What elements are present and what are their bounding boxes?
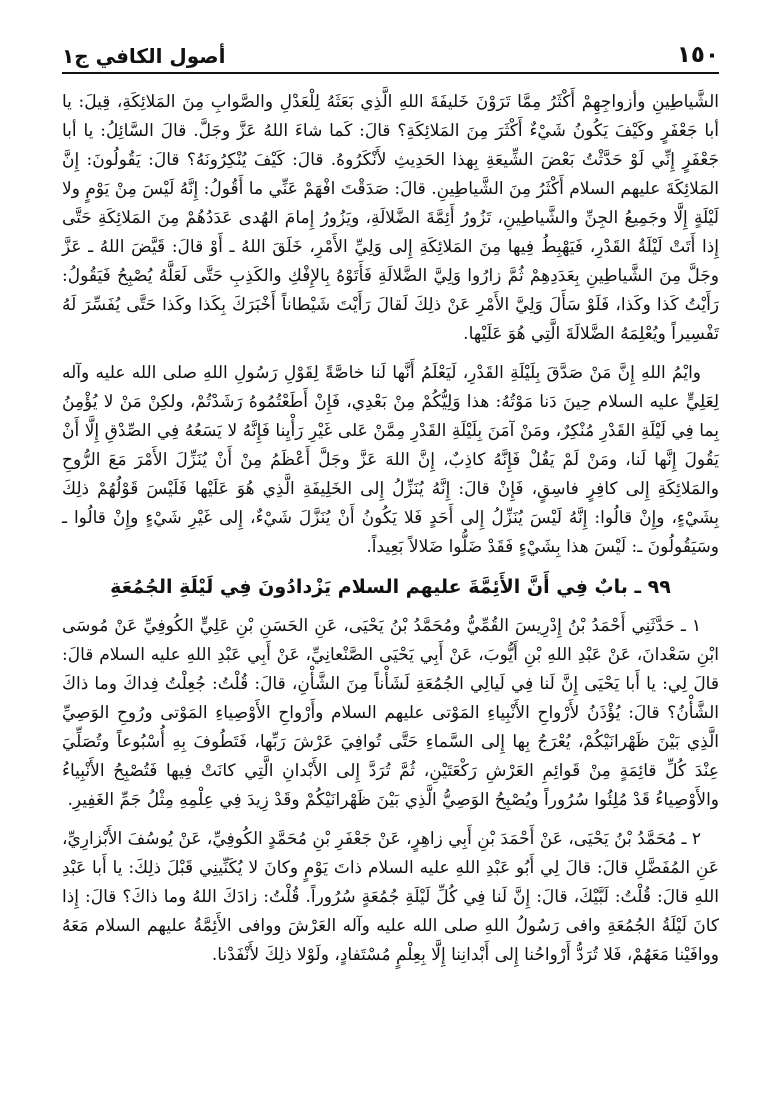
paragraph-gap <box>62 349 719 359</box>
chapter-heading: ٩٩ ـ بابٌ فِي أَنَّ الأَئِمَّةَ عليهم السلام يَزْدادُونَ فِي لَيْلَةِ الجُمُعَةِ <box>110 576 671 598</box>
paragraph-laylat-al-qadr: وايْمُ اللهِ إِنَّ مَنْ صَدَّقَ بِلَيْلَةِ القَدْرِ، لَيَعْلَمُ أَنَّها لَنا خاصَّةً لِقَوْلِ رَسُولِ اللهِ صلى الله عليه وآله لِعَلِيٍّ عليه السلام حِينَ دَنا مَوْتُهُ: هذا وَلِيُّكُمْ مِنْ بَعْدِي، فَإِنْ أَطَعْتُمُوهُ رَشَدْتُمْ، ولكِنْ مَنْ لا يُؤْمِنُ بِما فِي لَيْلَةِ القَدْرِ مُنْكِرٌ، ومَنْ آمَنَ بِلَيْلَةِ القَدْرِ مِمَّنْ عَلى غَيْرِ رَأْيِنا فَإِنَّهُ لا يَسَعُهُ فِي الصِّدْقِ إِلَّا أَنْ يَقُولَ إِنَّها لَنا، ومَنْ لَمْ يَقُلْ فَإِنَّهُ كاذِبٌ، إِنَّ اللهَ عَزَّ وجَلَّ أَعْظَمُ مِنْ أَنْ يُنَزِّلَ الأَمْرَ مَعَ الرُّوحِ والمَلائِكَةِ إِلى كافِرٍ فاسِقٍ، فَإِنْ قالَ: إِنَّهُ يُنَزِّلُ إِلى الخَلِيفَةِ الَّذِي هُوَ عَلَيْها فَلَيْسَ قَوْلُهُمْ ذلِكَ بِشَيْءٍ، وإِنْ قالُوا: إِنَّهُ لَيْسَ يُنَزِّلُ إِلى أَحَدٍ فَلا يَكُونُ أَنْ يُنَزَّلَ شَيْءٌ، إِلى غَيْرِ شَيْءٍ وإِنْ قالُوا ـ وسَيَقُولُونَ ـ: لَيْسَ هذا بِشَيْءٍ فَقَدْ ضَلُّوا ضَلالاً بَعِيداً. <box>62 363 719 557</box>
page-body <box>62 88 719 970</box>
paragraph-continuation: الشَّياطِينِ وأزواجِهِمْ أَكْثَرُ مِمَّا تَرَوْنَ خَليفَةَ اللهِ الَّذِي بَعَثَهُ لِلْعَدْلِ والصَّوابِ مِنَ المَلائِكَةِ، قِيلَ: يا أبا جَعْفَرٍ وكَيْفَ يَكُونُ شَيْءٌ أَكْثَرَ مِنَ المَلائِكَةِ؟ قالَ: كَما شاءَ اللهُ عَزَّ وجَلَّ. قالَ السَّائِلُ: يا أبا جَعْفَرٍ إِنِّي لَوْ حَدَّثْتُ بَعْضَ الشِّيعَةِ بِهذا الحَدِيثِ لأَنْكَرُوهُ. قالَ: كَيْفَ يُنْكِرُونَهُ؟ قالَ: يَقُولُونَ: إِنَّ المَلائِكَةَ عليهم السلام أَكْثَرُ مِنَ الشَّياطِينِ. قالَ: صَدَقْتَ افْهَمْ عَنِّي ما أَقُولُ: إِنَّهُ لَيْسَ مِنْ يَوْمٍ ولا لَيْلَةٍ إِلَّا وجَمِيعُ الجِنِّ والشَّياطِينِ، تَزُورُ أَئِمَّةَ الضَّلالَةِ، ويَزُورُ إِمامَ الهُدى عَدَدُهُمْ مِنَ المَلائِكَةِ حَتَّى إِذا أَتَتْ لَيْلَةُ القَدْرِ، فَيَهْبِطُ فِيها مِنَ المَلائِكَةِ إِلى وَلِيِّ الأَمْرِ، خَلَقَ اللهُ ـ أَوْ قالَ: قَيَّضَ اللهُ ـ عَزَّ وجَلَّ مِنَ الشَّياطِينِ بِعَدَدِهِمْ ثُمَّ زارُوا وَلِيَّ الضَّلالَةِ فَأَتَوْهُ بِالإِفْكِ والكَذِبِ حَتَّى لَعَلَّهُ يُصْبِحُ فَيَقُولُ: رَأَيْتُ كَذا وكَذا، فَلَوْ سَأَلَ وَلِيَّ الأَمْرِ عَنْ ذلِكَ لَقالَ رَأَيْتَ شَيْطاناً أَخْبَرَكَ بِكَذا وكَذا حَتَّى يُفَسِّرَ لَهُ تَفْسِيراً ويُعْلِمَهُ الضَّلالَةَ الَّتِي هُوَ عَلَيْها. <box>62 92 719 344</box>
hadith-2: ٢ ـ مُحَمَّدُ بْنُ يَحْيَى، عَنْ أَحْمَدَ بْنِ أَبِي زاهِرٍ، عَنْ جَعْفَرِ بْنِ مُحَمَّدٍ الكُوفِيِّ، عَنْ يُوسُفَ الأَبْزارِيِّ، عَنِ المُفَضَّلِ قالَ: قالَ لِي أَبُو عَبْدِ اللهِ عليه السلام ذاتَ يَوْمٍ وكانَ لا يُكَنِّينِي قَبْلَ ذلِكَ: يا أَبا عَبْدِ اللهِ قالَ: قُلْتُ: لَبَّيْكَ، قالَ: إِنَّ لَنا فِي كُلِّ لَيْلَةِ جُمُعَةٍ سُرُوراً. قُلْتُ: زادَكَ اللهُ وما ذاكَ؟ قالَ: إِذا كانَ لَيْلَةُ الجُمُعَةِ وافى رَسُولُ اللهِ صلى الله عليه وآله العَرْشَ ووافى الأَئِمَّةُ عليهم السلام مَعَهُ ووافَيْنا مَعَهُمْ، فَلا تُرَدُّ أَرْواحُنا إِلى أَبْدانِنا إِلَّا بِعِلْمٍ مُسْتَفادٍ، ولَوْلا ذلِكَ لأَنْفَدْنا. <box>62 829 719 965</box>
book-title: أصول الكافي ج١ <box>62 44 226 68</box>
page-number: ١٥٠ <box>676 42 719 68</box>
hadith-1: ١ ـ حَدَّثَنِي أَحْمَدُ بْنُ إِدْرِيسَ القُمِّيُّ ومُحَمَّدُ بْنُ يَحْيَى، عَنِ الحَسَنِ بْنِ عَلِيٍّ الكُوفِيِّ عَنْ مُوسَى ابْنِ سَعْدانَ، عَنْ عَبْدِ اللهِ بْنِ أَيُّوبَ، عَنْ أَبِي يَحْيَى الصَّنْعانِيِّ، عَنْ أَبِي عَبْدِ اللهِ عليه السلام قالَ: قالَ لِي: يا أَبا يَحْيَى إِنَّ لَنا فِي لَيالِي الجُمُعَةِ لَشَأْناً مِنَ الشَّأْنِ، قالَ: قُلْتُ: جُعِلْتُ فِداكَ وما ذاكَ الشَّأْنُ؟ قالَ: يُؤْذَنُ لأَرْواحِ الأَنْبِياءِ المَوْتى عليهم السلام وأَرْواحِ الأَوْصِياءِ المَوْتى ورُوحِ الوَصِيِّ الَّذِي بَيْنَ ظَهْرانَيْكُمْ، يُعْرَجُ بِها إِلى السَّماءِ حَتَّى تُوافِيَ عَرْشَ رَبِّها، فَتَطُوفَ بِهِ أُسْبُوعاً وتُصَلِّيَ عِنْدَ كُلِّ قائِمَةٍ مِنْ قَوائِمِ العَرْشِ رَكْعَتَيْنِ، ثُمَّ تُرَدَّ إِلى الأَبْدانِ الَّتِي كانَتْ فِيها فَتُصْبِحُ الأَنْبِياءُ والأَوْصِياءُ قَدْ مُلِئُوا سُرُوراً ويُصْبِحُ الوَصِيُّ الَّذِي بَيْنَ ظَهْرانَيْكُمْ وقَدْ زِيدَ فِي عِلْمِهِ مِثْلُ جَمِّ الغَفِيرِ. <box>62 616 719 810</box>
page-header <box>62 34 719 74</box>
paragraph-gap <box>62 815 719 825</box>
